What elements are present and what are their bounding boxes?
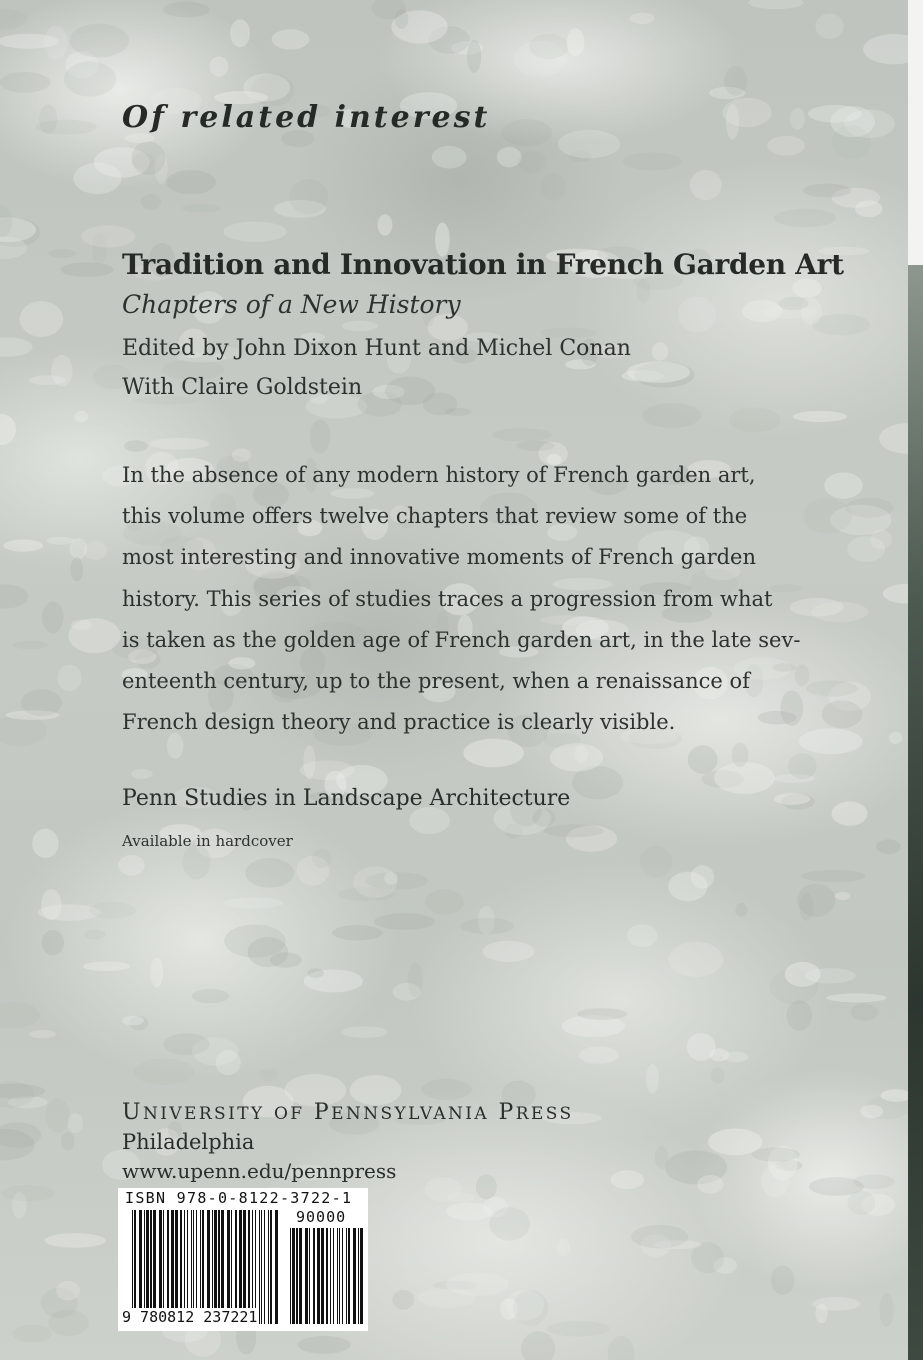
barcode-bar: [348, 1228, 350, 1324]
leaf-cluster: [723, 1052, 749, 1063]
barcode-bar: [187, 1210, 188, 1324]
book-editors: Edited by John Dixon Hunt and Michel Conan: [122, 336, 631, 361]
barcode-bar: [339, 1228, 340, 1324]
barcode-bar: [184, 1210, 185, 1324]
leaf-cluster: [83, 962, 130, 972]
barcode-bar: [212, 1210, 213, 1324]
leaf-cluster: [163, 1033, 209, 1055]
leaf-cluster: [446, 1272, 509, 1296]
publisher-url: www.upenn.edu/pennpress: [122, 1159, 397, 1183]
leaf-cluster: [124, 440, 148, 451]
leaf-cluster: [210, 56, 229, 76]
leaf-cluster: [771, 1266, 795, 1295]
leaf-cluster: [166, 170, 216, 194]
barcode-bar: [358, 1228, 359, 1324]
barcode-bar: [235, 1210, 237, 1324]
barcode-bar: [191, 1210, 192, 1324]
leaf-cluster: [81, 225, 135, 247]
leaf-cluster: [790, 108, 805, 130]
leaf-cluster: [848, 1191, 876, 1215]
cover-edge: [908, 0, 923, 1360]
leaf-cluster: [708, 1129, 762, 1156]
leaf-cluster: [774, 209, 836, 227]
leaf-cluster: [61, 262, 114, 277]
leaf-cluster: [460, 918, 514, 934]
leaf-cluster: [640, 846, 673, 878]
barcode-bar: [180, 1210, 182, 1324]
barcode-bar: [144, 1210, 145, 1324]
description-line: this volume offers twelve chapters that review some of the: [122, 504, 748, 529]
leaf-cluster: [303, 745, 315, 779]
barcode-bar: [207, 1210, 210, 1324]
leaf-cluster: [774, 793, 810, 805]
leaf-cluster: [678, 297, 716, 333]
barcode-bar: [196, 1210, 197, 1324]
leaf-cluster: [835, 892, 851, 900]
leaf-cluster: [761, 1164, 789, 1197]
leaf-cluster: [307, 968, 323, 978]
leaf-cluster: [0, 1002, 40, 1028]
isbn-label: ISBN 978-0-8122-3722-1: [125, 1189, 353, 1207]
leaf-cluster: [579, 1047, 619, 1064]
leaf-cluster: [518, 151, 546, 173]
leaf-cluster: [880, 1293, 894, 1327]
leaf-cluster: [544, 824, 604, 837]
leaf-cluster: [0, 1122, 41, 1148]
leaf-cluster: [71, 557, 84, 581]
leaf-cluster: [73, 163, 121, 195]
leaf-cluster: [506, 1290, 544, 1321]
leaf-cluster: [501, 119, 552, 146]
leaf-cluster: [831, 801, 867, 825]
leaf-cluster: [0, 72, 50, 93]
barcode-bar: [132, 1210, 133, 1324]
barcode-bar: [153, 1210, 156, 1324]
description-line: enteenth century, up to the present, when a renaissance of: [122, 669, 750, 694]
leaf-cluster: [729, 408, 781, 433]
leaf-cluster: [374, 913, 435, 930]
leaf-cluster: [767, 136, 805, 156]
leaf-cluster: [787, 1000, 813, 1031]
leaf-cluster: [627, 361, 690, 382]
leaf-cluster: [45, 1233, 106, 1248]
barcode-bar: [139, 1210, 142, 1324]
description-line: French design theory and practice is clearly visible.: [122, 710, 676, 735]
leaf-cluster: [799, 728, 862, 754]
leaf-cluster: [748, 0, 803, 9]
barcode-bar: [309, 1228, 310, 1324]
leaf-cluster: [792, 279, 821, 298]
description-line: most interesting and innovative moments of French garden: [122, 545, 756, 570]
leaf-cluster: [627, 924, 657, 947]
leaf-cluster: [687, 1033, 716, 1061]
leaf-cluster: [688, 745, 718, 774]
leaf-cluster: [608, 1336, 635, 1360]
description-line: history. This series of studies traces a progression from what: [122, 586, 773, 611]
leaf-cluster: [879, 423, 908, 453]
barcode-bar: [264, 1210, 265, 1324]
ean-digits: 9 780812 237221: [122, 1308, 258, 1326]
barcode-bar: [305, 1228, 308, 1324]
leaf-cluster: [631, 1225, 688, 1248]
barcode-bar: [268, 1210, 269, 1324]
leaf-cluster: [48, 249, 76, 258]
leaf-cluster: [224, 924, 286, 957]
description-line: In the absence of any modern history of French garden art,: [122, 463, 756, 487]
leaf-cluster: [342, 1026, 388, 1038]
section-heading: Of related interest: [122, 100, 491, 135]
leaf-cluster: [41, 889, 61, 920]
leaf-cluster: [298, 1336, 351, 1354]
barcode-bar: [333, 1228, 334, 1324]
leaf-cluster: [224, 898, 284, 909]
leaf-cluster: [697, 1175, 723, 1194]
barcode-bar: [252, 1210, 253, 1324]
leaf-cluster: [141, 194, 162, 210]
barcode-bar: [227, 1210, 230, 1324]
leaf-cluster: [742, 300, 782, 322]
leaf-cluster: [516, 441, 555, 451]
leaf-cluster: [826, 993, 886, 1002]
leaf-cluster: [611, 1170, 645, 1189]
barcode-bar: [193, 1210, 194, 1324]
leaf-cluster: [408, 962, 423, 997]
leaf-cluster: [863, 34, 908, 64]
leaf-cluster: [652, 342, 668, 360]
leaf-cluster: [876, 839, 901, 854]
leaf-cluster: [44, 26, 68, 60]
barcode-bar: [299, 1228, 302, 1324]
barcode-bar: [200, 1210, 201, 1324]
leaf-cluster: [845, 498, 893, 518]
leaf-cluster: [409, 807, 450, 834]
leaf-cluster: [889, 732, 902, 744]
barcode-bar: [163, 1210, 164, 1324]
book-contributor: With Claire Goldstein: [122, 375, 363, 400]
leaf-cluster: [0, 1084, 45, 1099]
leaf-cluster: [13, 1325, 52, 1343]
leaf-cluster: [557, 1239, 570, 1257]
leaf-cluster: [690, 170, 722, 200]
leaf-cluster: [89, 902, 136, 919]
leaf-cluster: [483, 941, 535, 962]
leaf-cluster: [646, 1064, 659, 1094]
leaf-cluster: [426, 889, 464, 914]
leaf-cluster: [134, 1059, 194, 1086]
leaf-cluster: [802, 870, 866, 882]
leaf-cluster: [122, 1016, 144, 1026]
book-subtitle: Chapters of a New History: [122, 290, 461, 319]
leaf-cluster: [853, 1174, 895, 1189]
leaf-cluster: [83, 541, 107, 560]
leaf-cluster: [822, 700, 863, 728]
leaf-cluster: [0, 337, 33, 356]
leaf-cluster: [630, 13, 655, 24]
barcode-bar: [255, 1210, 256, 1324]
leaf-cluster: [342, 321, 378, 331]
barcode-bar: [159, 1210, 162, 1324]
leaf-cluster: [788, 753, 816, 779]
leaf-cluster: [467, 40, 481, 73]
leaf-cluster: [860, 1105, 883, 1118]
leaf-cluster: [39, 105, 57, 134]
leaf-cluster: [32, 829, 59, 858]
leaf-cluster: [70, 24, 129, 58]
barcode-bar: [259, 1210, 260, 1324]
leaf-cluster: [68, 1113, 84, 1133]
barcode-bar: [202, 1210, 204, 1324]
description-line: is taken as the golden age of French garden art, in the late sev-: [122, 627, 801, 652]
leaf-cluster: [567, 28, 585, 56]
barcode-bar: [330, 1228, 331, 1324]
barcode-bar: [292, 1228, 295, 1324]
leaf-cluster: [61, 1132, 75, 1150]
leaf-cluster: [163, 2, 210, 18]
leaf-cluster: [230, 19, 250, 47]
price-code: 90000: [296, 1208, 347, 1226]
leaf-cluster: [56, 1281, 80, 1301]
publisher-city: Philadelphia: [122, 1130, 255, 1154]
leaf-cluster: [547, 1321, 610, 1336]
leaf-cluster: [42, 601, 64, 633]
leaf-cluster: [425, 1177, 462, 1201]
barcode-bar: [317, 1228, 320, 1324]
barcode-bar: [150, 1210, 152, 1324]
leaf-cluster: [800, 893, 814, 921]
leaf-cluster: [831, 125, 871, 159]
leaf-cluster: [64, 61, 116, 96]
leaf-cluster: [723, 98, 772, 127]
leaf-cluster: [312, 849, 332, 868]
leaf-cluster: [655, 1146, 669, 1169]
barcode-bar: [171, 1210, 174, 1324]
leaf-cluster: [57, 665, 81, 692]
leaf-cluster: [47, 537, 74, 545]
leaf-cluster: [793, 411, 847, 422]
leaf-cluster: [0, 414, 16, 445]
leaf-cluster: [778, 297, 808, 310]
leaf-cluster: [493, 428, 553, 441]
book-title: Tradition and Innovation in French Garden Art: [122, 248, 844, 281]
leaf-cluster: [714, 762, 775, 794]
leaf-cluster: [806, 680, 858, 696]
availability-note: Available in hardcover: [122, 832, 293, 850]
leaf-cluster: [803, 498, 852, 533]
leaf-cluster: [497, 147, 522, 167]
barcode-bar: [248, 1210, 250, 1324]
barcode-bar: [346, 1228, 347, 1324]
leaf-cluster: [29, 1030, 56, 1038]
barcode-bar: [261, 1210, 262, 1324]
leaf-cluster: [623, 152, 682, 170]
leaf-cluster: [85, 930, 106, 940]
publisher-name: UNIVERSITY OF PENNSYLVANIA PRESS: [122, 1100, 574, 1125]
leaf-cluster: [476, 1175, 497, 1200]
leaf-cluster: [21, 689, 62, 716]
leaf-cluster: [182, 204, 221, 212]
leaf-cluster: [0, 584, 28, 608]
leaf-cluster: [385, 377, 435, 406]
leaf-cluster: [289, 179, 328, 214]
leaf-cluster: [540, 173, 565, 200]
barcode-bar: [326, 1228, 328, 1324]
leaf-cluster: [51, 355, 72, 387]
barcode-bar: [146, 1210, 149, 1324]
leaf-cluster: [1, 1185, 54, 1201]
leaf-cluster: [521, 1331, 555, 1360]
barcode-bar: [134, 1210, 136, 1324]
leaf-cluster: [132, 141, 166, 174]
barcode-bar: [243, 1210, 246, 1324]
barcode-bar: [167, 1210, 169, 1324]
leaf-cluster: [192, 989, 230, 1003]
leaf-cluster: [45, 1098, 70, 1132]
leaf-cluster: [558, 130, 620, 159]
leaf-cluster: [3, 540, 43, 552]
series-name: Penn Studies in Landscape Architecture: [122, 786, 571, 811]
leaf-cluster: [0, 8, 28, 29]
leaf-cluster: [808, 105, 862, 123]
leaf-cluster: [812, 1297, 860, 1311]
leaf-cluster: [816, 14, 844, 39]
leaf-cluster: [74, 411, 88, 422]
leaf-cluster: [223, 222, 286, 242]
leaf-cluster: [805, 968, 856, 983]
barcode-bar: [221, 1210, 224, 1324]
leaf-cluster: [42, 930, 64, 956]
barcode-bar: [270, 1210, 272, 1324]
barcode-bar: [353, 1228, 356, 1324]
barcode-bar: [239, 1210, 242, 1324]
barcode-bar: [360, 1228, 363, 1324]
barcode-bar: [313, 1228, 315, 1324]
leaf-cluster: [20, 301, 64, 337]
leaf-cluster: [118, 855, 144, 876]
leaf-cluster: [803, 184, 852, 198]
leaf-cluster: [668, 942, 723, 977]
leaf-cluster: [724, 66, 747, 96]
leaf-cluster: [432, 146, 467, 169]
leaf-cluster: [489, 1207, 530, 1240]
leaf-cluster: [577, 1008, 627, 1020]
leaf-cluster: [529, 34, 569, 59]
barcode-bar: [342, 1228, 343, 1324]
leaf-cluster: [642, 403, 701, 428]
leaf-cluster: [421, 1079, 471, 1100]
leaf-cluster: [824, 472, 862, 498]
leaf-cluster: [332, 925, 382, 940]
leaf-cluster: [735, 903, 747, 917]
leaf-cluster: [550, 743, 603, 771]
leaf-cluster: [691, 865, 714, 888]
book-description: [122, 455, 800, 743]
barcode-bar: [337, 1228, 338, 1324]
barcode-bar: [214, 1210, 217, 1324]
leaf-cluster: [710, 1067, 725, 1083]
leaf-cluster: [752, 1147, 800, 1161]
leaf-cluster: [870, 530, 892, 550]
barcode-bar: [296, 1228, 298, 1324]
leaf-cluster: [245, 858, 294, 888]
leaf-cluster: [310, 420, 330, 454]
leaf-cluster: [259, 1069, 278, 1082]
leaf-cluster: [378, 214, 393, 235]
barcode-bar: [218, 1210, 220, 1324]
barcode-bar: [275, 1210, 278, 1324]
leaf-cluster: [149, 438, 209, 450]
barcode-bar: [290, 1228, 291, 1324]
leaf-cluster: [131, 769, 153, 779]
barcode-bar: [321, 1228, 324, 1324]
leaf-cluster: [883, 584, 908, 604]
leaf-cluster: [732, 743, 749, 767]
leaf-cluster: [13, 641, 48, 650]
leaf-cluster: [393, 1290, 415, 1310]
leaf-cluster: [384, 872, 397, 885]
barcode-bar: [231, 1210, 232, 1324]
leaf-cluster: [150, 957, 163, 987]
isbn-barcode: [118, 1188, 368, 1331]
leaf-cluster: [272, 29, 310, 49]
barcode-bar: [175, 1210, 178, 1324]
leaf-cluster: [71, 620, 92, 630]
leaf-cluster: [851, 1004, 878, 1021]
